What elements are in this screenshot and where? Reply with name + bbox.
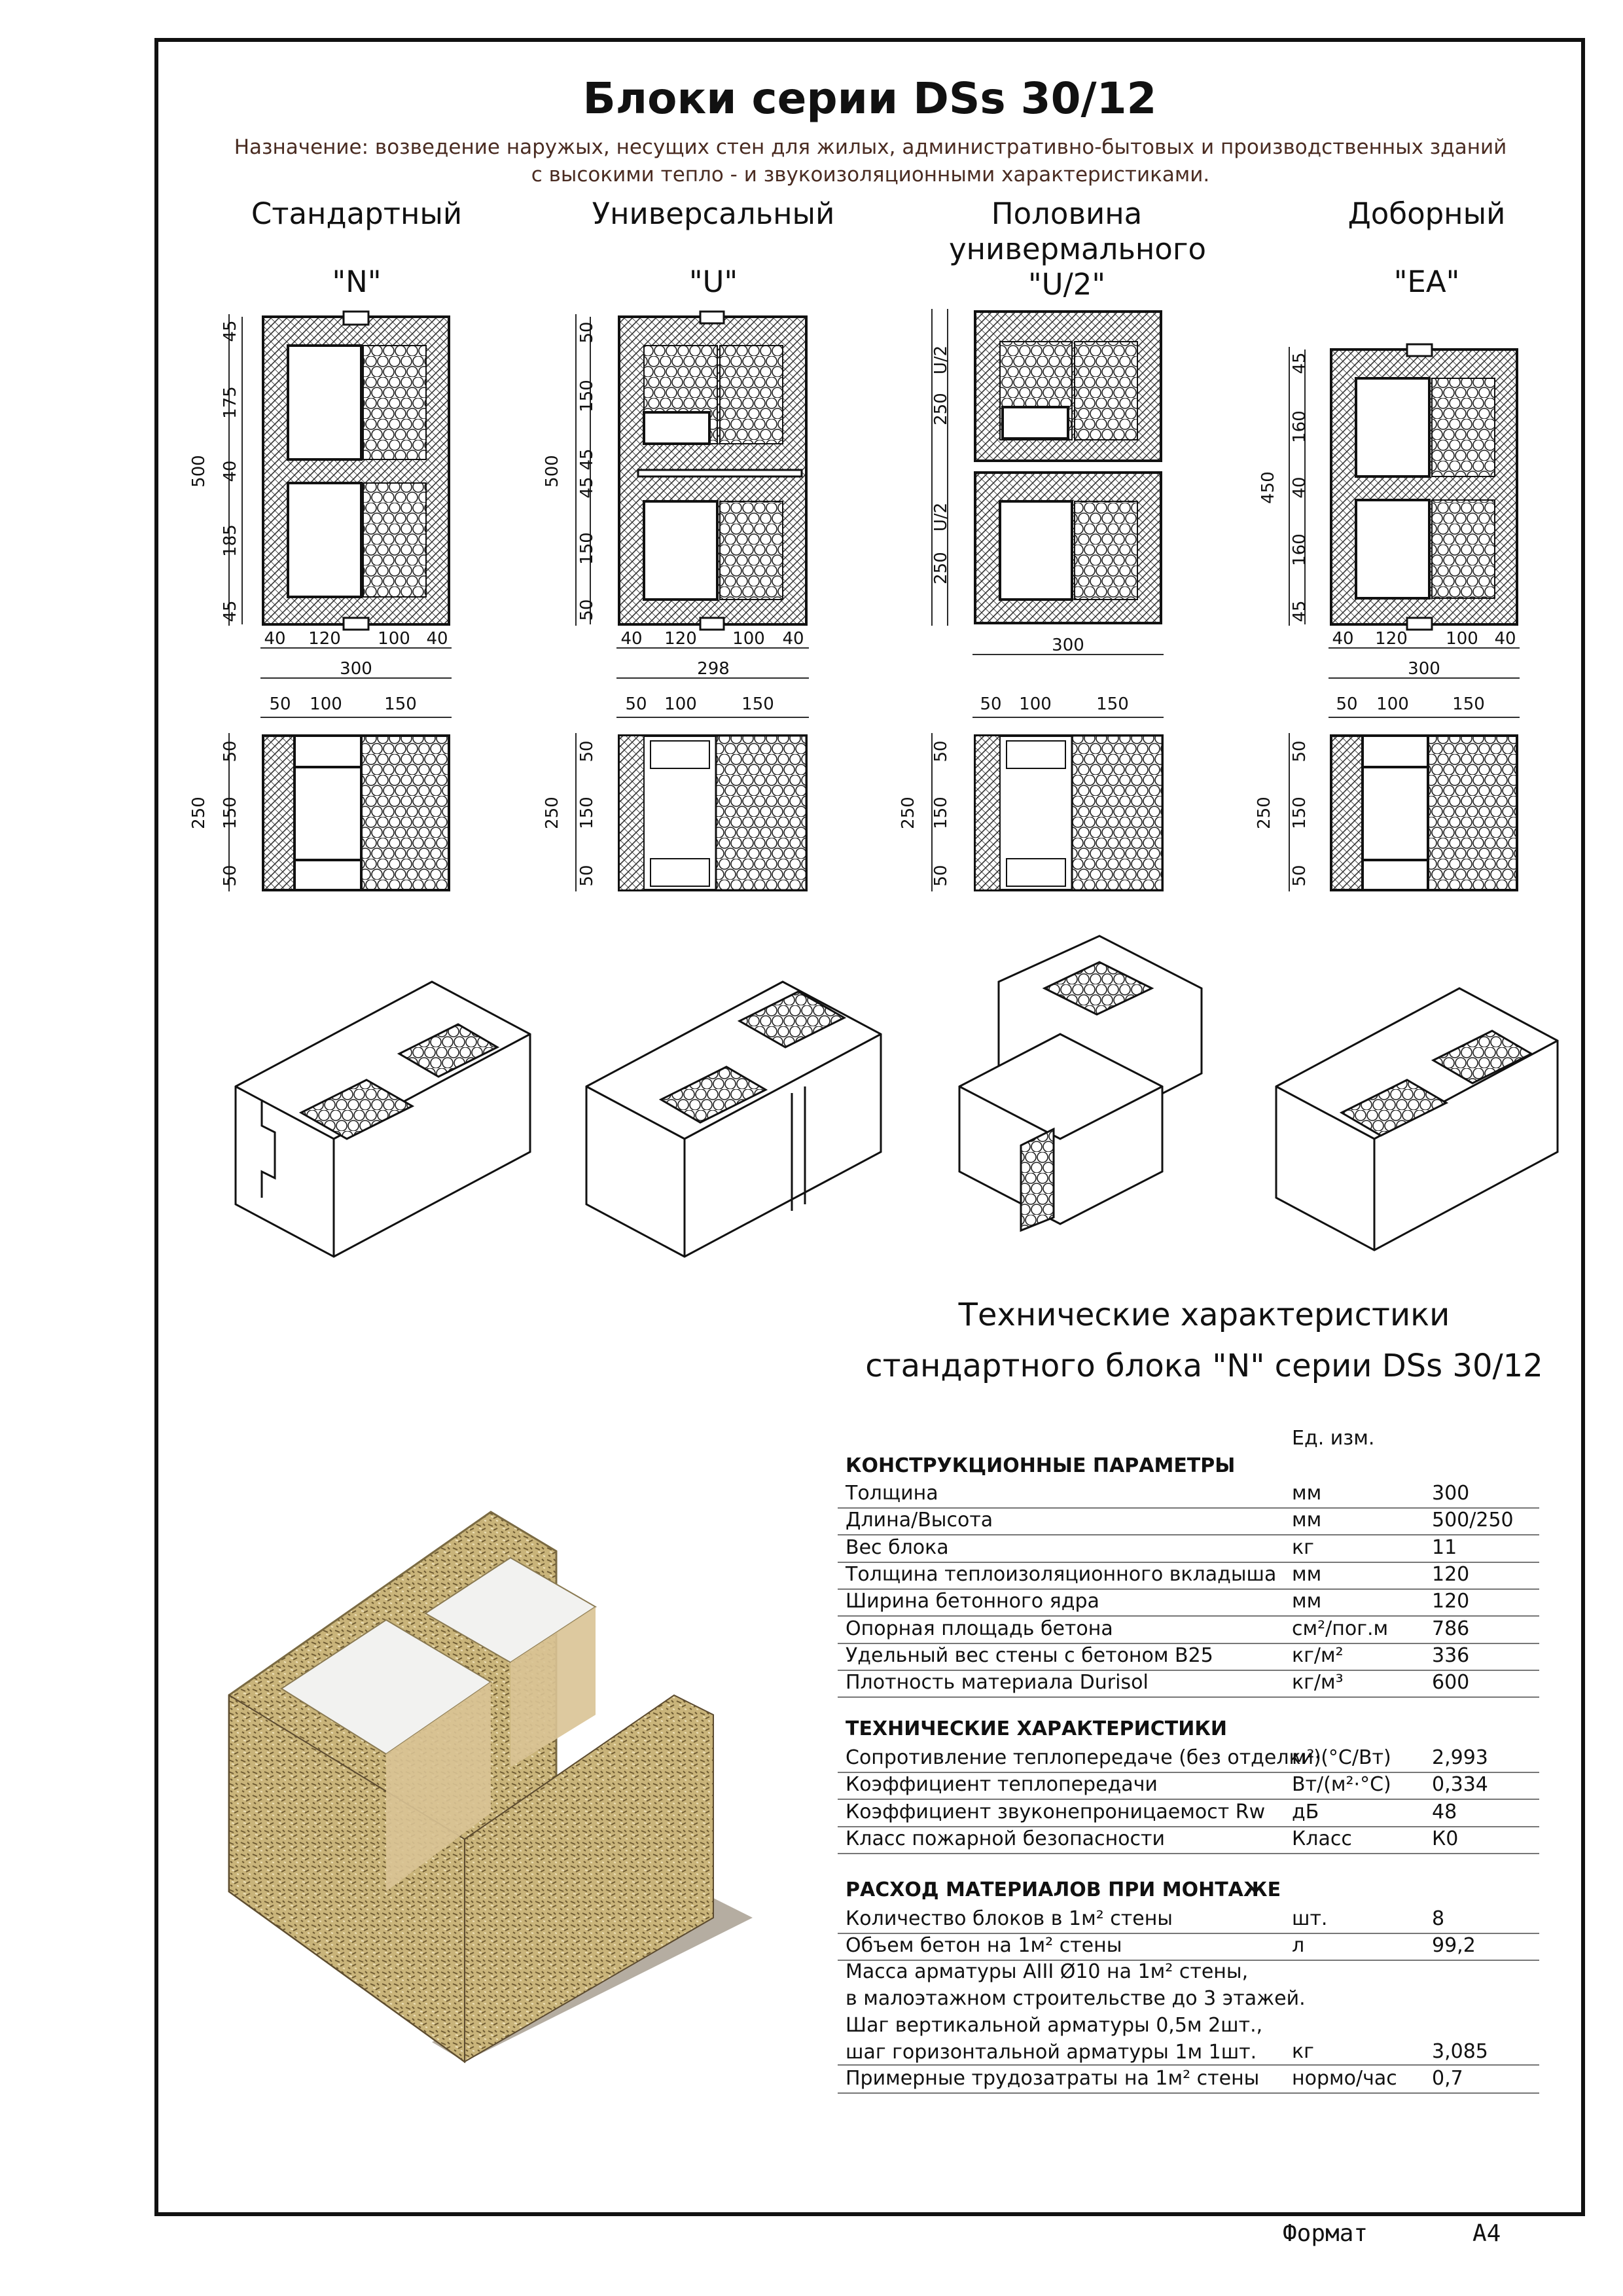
block-name: Стандартный — [251, 196, 463, 231]
svg-text:250: 250 — [931, 552, 951, 584]
table-row — [838, 1480, 1539, 1509]
format-value: А4 — [1472, 2220, 1501, 2247]
rebar-line: Масса арматуры АIII Ø10 на 1м² стены, — [846, 1960, 1249, 1983]
row-unit: л — [1292, 1934, 1305, 1958]
svg-text:50: 50 — [1290, 740, 1310, 762]
svg-text:40: 40 — [782, 629, 804, 649]
svg-text:175: 175 — [221, 386, 240, 419]
spec-title — [844, 1289, 1564, 1391]
svg-text:150: 150 — [1452, 694, 1485, 714]
svg-text:45: 45 — [221, 320, 240, 342]
row-value: 336 — [1432, 1643, 1470, 1667]
table-row — [838, 1745, 1539, 1773]
row-unit: Класс — [1292, 1827, 1352, 1850]
section-n — [189, 694, 452, 891]
block-code: "EA" — [1393, 264, 1460, 299]
table-row — [838, 1562, 1539, 1590]
svg-text:40: 40 — [620, 629, 643, 649]
svg-text:120: 120 — [664, 629, 697, 649]
spec-title-line-2: стандартного блока "N" серии DSs 30/12 — [865, 1348, 1543, 1384]
page-title: Блоки серии DSs 30/12 — [582, 73, 1157, 124]
row-unit: мм — [1292, 1482, 1322, 1505]
svg-text:45: 45 — [1290, 600, 1310, 622]
svg-text:120: 120 — [308, 629, 341, 649]
svg-text:40: 40 — [1332, 629, 1354, 649]
table-row — [838, 1588, 1539, 1617]
row-unit: мм — [1292, 1562, 1322, 1586]
row-value: 786 — [1432, 1617, 1470, 1640]
block-name: Половина универмального — [949, 196, 1207, 266]
svg-text:40: 40 — [221, 460, 240, 482]
svg-text:50: 50 — [577, 321, 597, 344]
row-value: 48 — [1432, 1800, 1457, 1823]
svg-text:150: 150 — [1096, 694, 1129, 714]
svg-text:100: 100 — [732, 629, 765, 649]
section-ea — [1255, 694, 1520, 891]
row-label: Опорная площадь бетона — [846, 1617, 1113, 1640]
svg-text:300: 300 — [1052, 636, 1084, 655]
row-value: 2,993 — [1432, 1746, 1488, 1769]
svg-text:250: 250 — [1255, 797, 1274, 829]
iso-ea — [1276, 988, 1558, 1250]
row-label: Примерные трудозатраты на 1м² стены — [846, 2067, 1260, 2090]
svg-text:250: 250 — [543, 797, 562, 829]
row-label: Класс пожарной безопасности — [846, 1827, 1165, 1850]
svg-text:45: 45 — [221, 600, 240, 622]
rebar-line: Шаг вертикальной арматуры 0,5м 2шт., — [846, 2014, 1263, 2037]
row-unit: кг/м² — [1292, 1643, 1344, 1667]
row-unit: м²·(°С/Вт) — [1292, 1746, 1391, 1769]
row-label: Толщина — [846, 1482, 938, 1505]
plan-u2 — [931, 309, 1164, 655]
table-row — [838, 1772, 1539, 1800]
row-value: 120 — [1432, 1590, 1470, 1613]
svg-text:50: 50 — [577, 740, 597, 762]
row-label: Ширина бетонного ядра — [846, 1590, 1099, 1613]
svg-text:50: 50 — [221, 740, 240, 762]
unit-column-header: Ед. изм. — [1292, 1427, 1375, 1450]
svg-text:150: 150 — [384, 694, 417, 714]
row-value: 500/250 — [1432, 1509, 1514, 1532]
dim-text: 500 — [189, 455, 209, 488]
table-row — [838, 1535, 1539, 1563]
svg-text:250: 250 — [931, 393, 951, 425]
iso-u — [586, 982, 881, 1257]
row-unit: нормо/час — [1292, 2067, 1397, 2090]
svg-text:250: 250 — [899, 797, 918, 829]
row-value: 0,7 — [1432, 2067, 1463, 2090]
svg-text:45: 45 — [577, 448, 597, 471]
svg-text:450: 450 — [1258, 471, 1278, 504]
plan-n — [189, 312, 452, 679]
row-unit: дБ — [1292, 1800, 1319, 1823]
svg-text:U/2: U/2 — [931, 502, 951, 532]
row-unit: мм — [1292, 1509, 1322, 1532]
block-name: Универсальный — [592, 196, 835, 231]
iso-u2 — [959, 936, 1202, 1230]
rebar-line: шаг горизонтальной арматуры 1м 1шт. — [846, 2041, 1257, 2064]
svg-text:100: 100 — [310, 694, 342, 714]
svg-text:50: 50 — [931, 740, 951, 762]
rebar-line: в малоэтажном строительстве до 3 этажей. — [846, 1987, 1306, 2010]
table-row — [838, 2066, 1539, 2094]
svg-text:50: 50 — [577, 865, 597, 887]
svg-text:150: 150 — [741, 694, 774, 714]
row-value: 8 — [1432, 1907, 1445, 1930]
purpose-line-1: Назначение: возведение наружых, несущих стен для жилых, административно-бытовых и производственных зданий — [234, 135, 1507, 159]
row-unit: кг — [1292, 2040, 1314, 2063]
block-code: "U" — [688, 264, 738, 299]
row-label: Коэффициент теплопередачи — [846, 1773, 1158, 1797]
svg-text:300: 300 — [340, 659, 372, 679]
svg-text:40: 40 — [264, 629, 286, 649]
table-row — [838, 1643, 1539, 1671]
svg-text:100: 100 — [1376, 694, 1409, 714]
svg-text:150: 150 — [577, 532, 597, 565]
svg-text:300: 300 — [1408, 659, 1440, 679]
table-row — [838, 1906, 1539, 1934]
row-value: 120 — [1432, 1562, 1470, 1586]
svg-text:100: 100 — [378, 629, 410, 649]
svg-text:120: 120 — [1375, 629, 1408, 649]
svg-text:185: 185 — [221, 524, 240, 557]
row-label: Плотность материала Durisol — [846, 1671, 1149, 1695]
row-unit: кг — [1292, 1535, 1314, 1559]
table-row — [838, 1799, 1539, 1827]
svg-text:100: 100 — [1019, 694, 1052, 714]
svg-text:150: 150 — [1290, 797, 1310, 829]
svg-text:40: 40 — [1290, 476, 1310, 499]
spec-title-line-1: Технические характеристики — [958, 1297, 1450, 1333]
row-label: Коэффициент звуконепроницаемост Rw — [846, 1800, 1266, 1823]
block-code: "U/2" — [1027, 267, 1106, 302]
row-label: Вес блока — [846, 1535, 949, 1559]
row-value: 300 — [1432, 1482, 1470, 1505]
row-value: 3,085 — [1432, 2040, 1488, 2063]
svg-text:250: 250 — [189, 797, 209, 829]
svg-text:50: 50 — [221, 865, 240, 887]
svg-text:150: 150 — [221, 797, 240, 829]
svg-text:U/2: U/2 — [931, 345, 951, 375]
svg-text:45: 45 — [577, 476, 597, 499]
row-label: Объем бетон на 1м² стены — [846, 1934, 1122, 1958]
svg-text:50: 50 — [269, 694, 291, 714]
row-label: Толщина теплоизоляционного вкладыша — [846, 1562, 1277, 1586]
purpose-line-2: с высокими тепло - и звукоизоляционными характеристиками. — [531, 163, 1210, 187]
table-row — [838, 2039, 1539, 2066]
plan-ea — [1258, 344, 1520, 679]
svg-text:50: 50 — [931, 865, 951, 887]
svg-text:50: 50 — [980, 694, 1002, 714]
block-name: Доборный — [1347, 196, 1506, 231]
plan-u — [543, 312, 809, 679]
row-unit: шт. — [1292, 1907, 1328, 1930]
iso-n — [236, 982, 530, 1257]
section-heading: РАСХОД МАТЕРИАЛОВ ПРИ МОНТАЖЕ — [846, 1878, 1281, 1901]
svg-text:160: 160 — [1290, 533, 1310, 566]
section-u2 — [899, 694, 1164, 891]
row-value: 600 — [1432, 1671, 1470, 1695]
row-value: К0 — [1432, 1827, 1459, 1850]
row-label: Удельный вес стены с бетоном В25 — [846, 1643, 1213, 1667]
block-photo — [216, 1499, 805, 2088]
svg-text:50: 50 — [1290, 865, 1310, 887]
svg-text:50: 50 — [1336, 694, 1358, 714]
svg-text:160: 160 — [1290, 410, 1310, 443]
svg-text:100: 100 — [664, 694, 697, 714]
row-unit: кг/м³ — [1292, 1671, 1344, 1695]
table-row — [838, 1670, 1539, 1698]
svg-text:100: 100 — [1446, 629, 1478, 649]
svg-text:50: 50 — [625, 694, 647, 714]
row-label: Сопротивление теплопередаче (без отделки) — [846, 1746, 1321, 1769]
table-row — [838, 1507, 1539, 1535]
row-label: Количество блоков в 1м² стены — [846, 1907, 1173, 1930]
section-u — [543, 694, 809, 891]
svg-text:40: 40 — [426, 629, 448, 649]
row-value: 11 — [1432, 1535, 1457, 1559]
row-value: 99,2 — [1432, 1934, 1476, 1958]
svg-text:150: 150 — [577, 797, 597, 829]
table-row — [838, 1826, 1539, 1854]
row-unit: мм — [1292, 1590, 1322, 1613]
row-unit: см²/пог.м — [1292, 1617, 1389, 1640]
section-heading: КОНСТРУКЦИОННЫЕ ПАРАМЕТРЫ — [846, 1454, 1236, 1477]
row-unit: Вт/(м²·°С) — [1292, 1773, 1391, 1797]
svg-text:50: 50 — [577, 599, 597, 621]
row-value: 0,334 — [1432, 1773, 1488, 1797]
svg-text:45: 45 — [1290, 352, 1310, 374]
table-row — [838, 1616, 1539, 1644]
format-label: Формат — [1283, 2220, 1368, 2247]
row-label: Длина/Высота — [846, 1509, 993, 1532]
svg-text:40: 40 — [1494, 629, 1516, 649]
svg-text:298: 298 — [697, 659, 730, 679]
table-row — [838, 1933, 1539, 1961]
svg-text:150: 150 — [931, 797, 951, 829]
svg-text:500: 500 — [543, 455, 562, 488]
block-code: "N" — [332, 264, 382, 299]
section-heading: ТЕХНИЧЕСКИЕ ХАРАКТЕРИСТИКИ — [846, 1717, 1227, 1740]
svg-text:150: 150 — [577, 380, 597, 412]
